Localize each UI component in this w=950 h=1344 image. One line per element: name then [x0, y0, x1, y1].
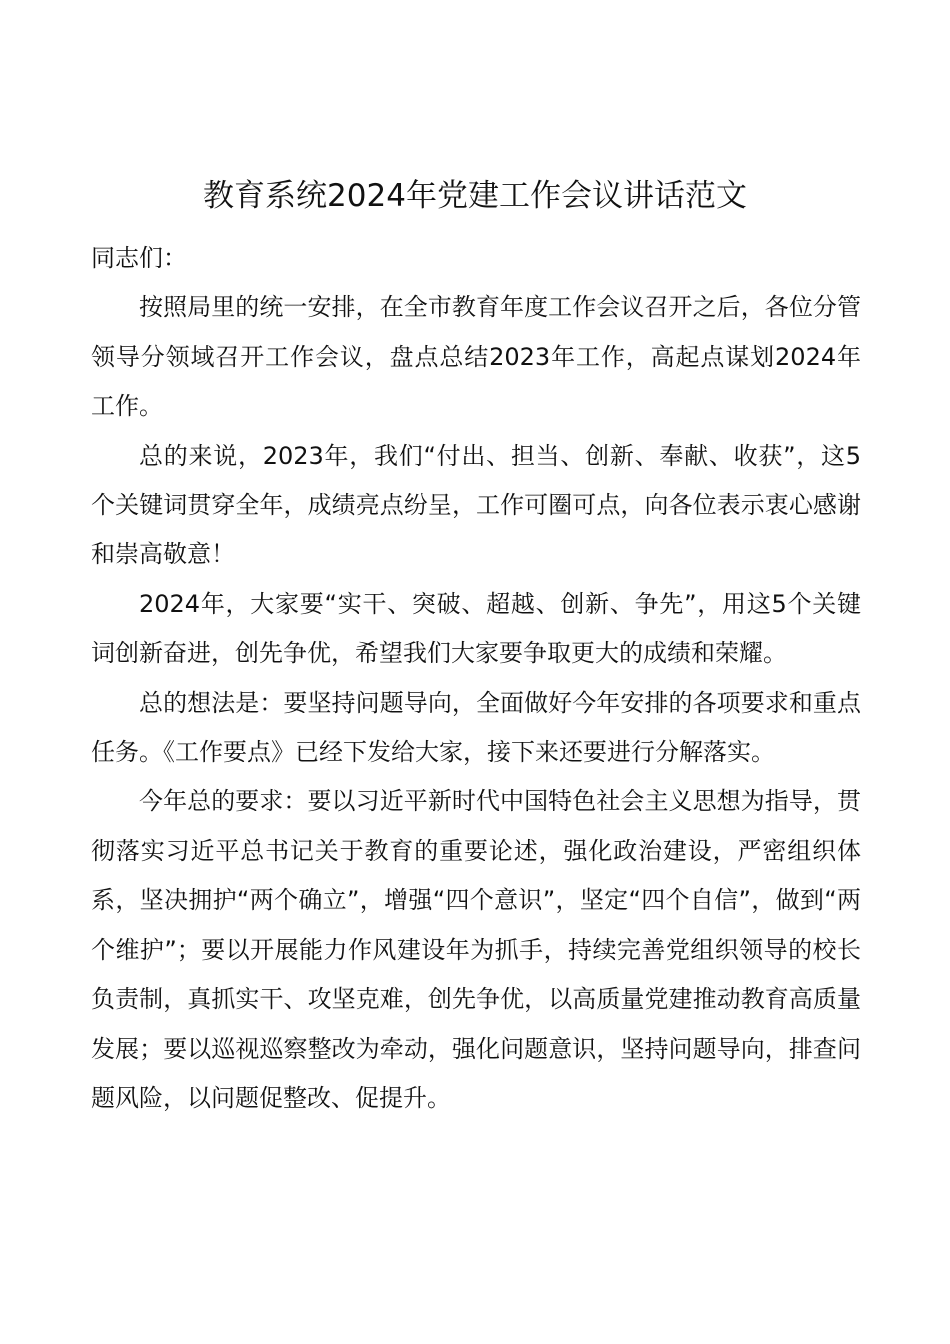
document-body	[91, 234, 861, 1123]
paragraph-2: 总的来说，2023年，我们“付出、担当、创新、奉献、收获”，这5个关键词贯穿全年，成绩亮点纷呈，工作可圈可点，向各位表示衷心感谢和崇高敬意！	[91, 441, 861, 569]
document-title: 教育系统2024年党建工作会议讲话范文	[203, 178, 747, 214]
paragraph-1: 按照局里的统一安排，在全市教育年度工作会议召开之后，各位分管领导分领域召开工作会议，盘点总结2023年工作，高起点谋划2024年工作。	[91, 293, 861, 421]
paragraph-3: 2024年，大家要“实干、突破、超越、创新、争先”，用这5个关键词创新奋进，创先争优，希望我们大家要争取更大的成绩和荣耀。	[91, 589, 861, 668]
salutation: 同志们：	[91, 244, 187, 272]
paragraph-5: 今年总的要求：要以习近平新时代中国特色社会主义思想为指导，贯彻落实习近平总书记关于教育的重要论述，强化政治建设，严密组织体系，坚决拥护“两个确立”，增强“四个意识”，坚定“四个自信”，做到“两个维护”；要以开展能力作风建设年为抓手，持续完善党组织领导的校长负责制，真抓实干、攻坚克难，创先争优，以高质量党建推动教育高质量发展；要以巡视巡察整改为牵动，强化问题意识，坚持问题导向，排查问题风险，以问题促整改、促提升。	[91, 787, 861, 1112]
paragraph-4: 总的想法是：要坚持问题导向，全面做好今年安排的各项要求和重点任务。《工作要点》已经下发给大家，接下来还要进行分解落实。	[91, 688, 861, 767]
